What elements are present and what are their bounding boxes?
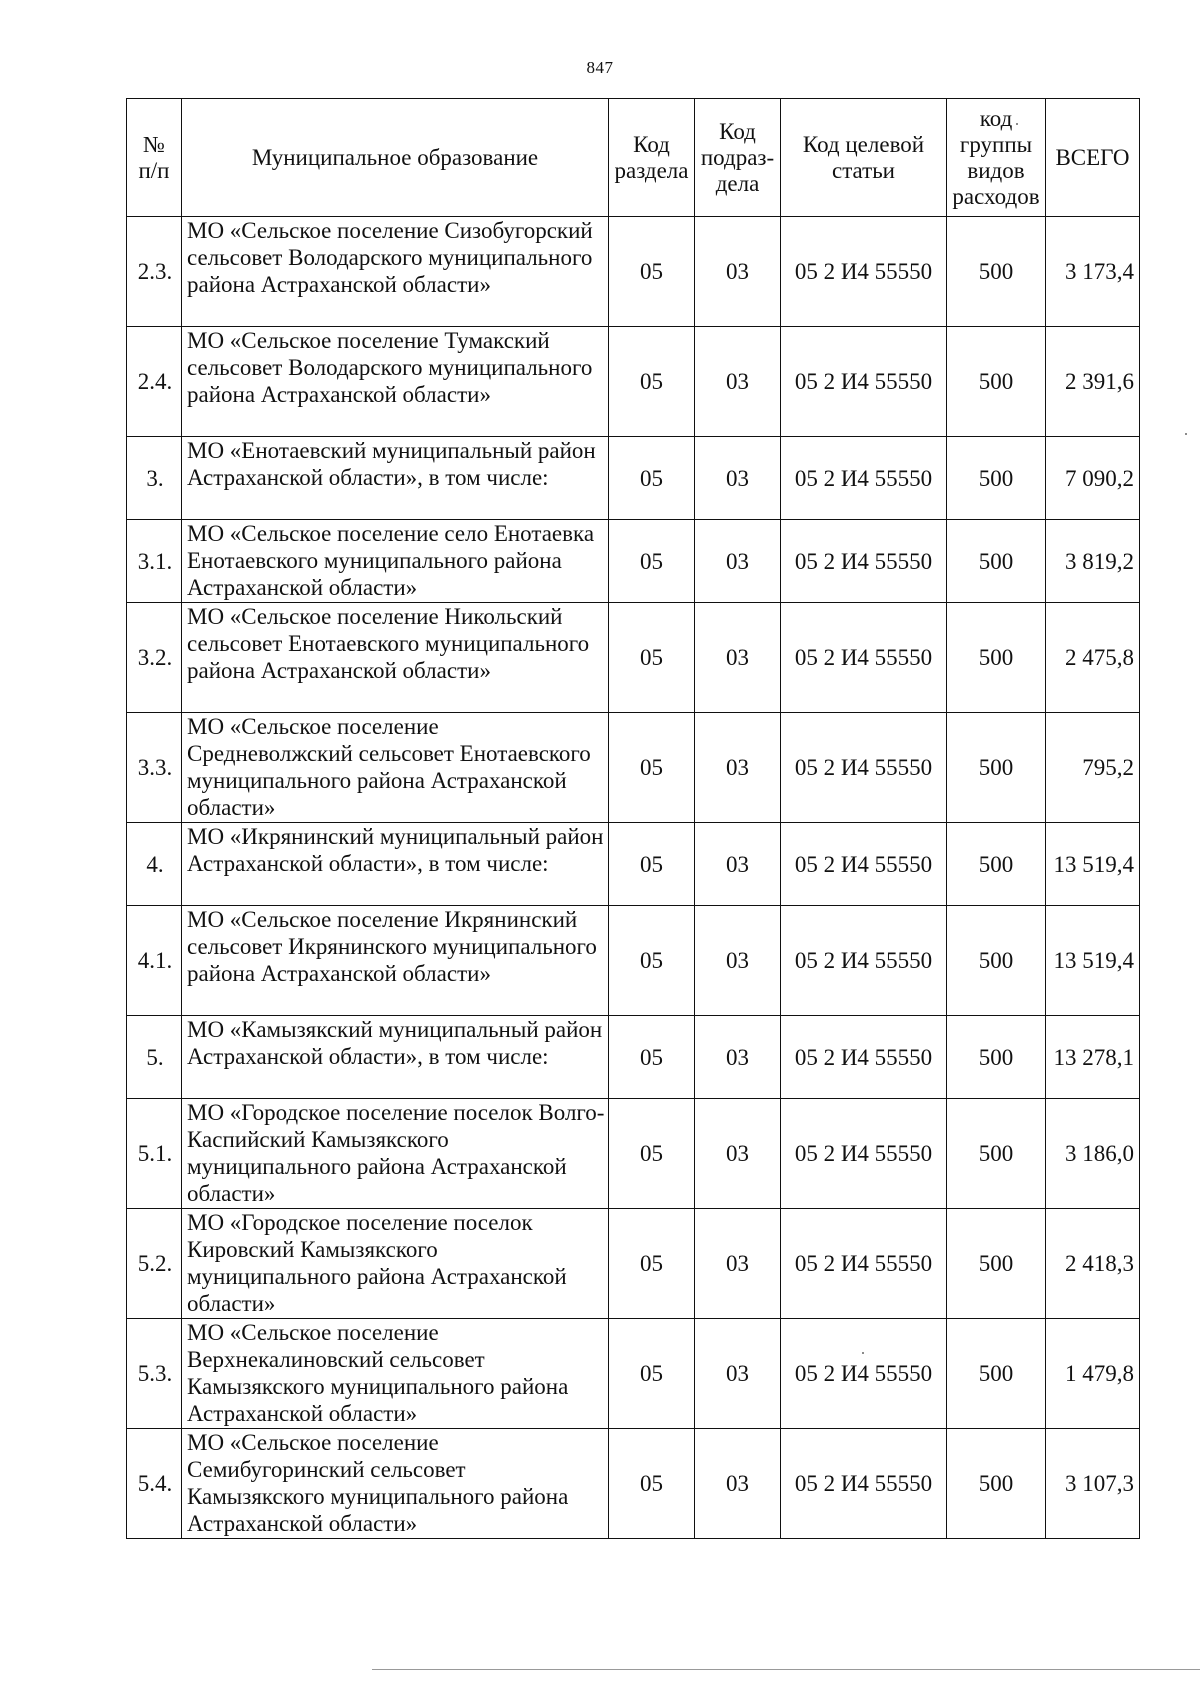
row-target-code: 05 2 И4 55550 [781,1209,947,1319]
row-total: 13 519,4 [1046,823,1140,906]
budget-table [126,98,1140,1539]
row-num: 3.3. [127,713,182,823]
row-name: МО «Городское поселение поселок Кировский Камызякского муниципального района Астраханской области» [182,1209,609,1319]
row-target-code: 05 2 И4 55550 [781,437,947,520]
row-name: МО «Сельское поселение Тумакский сельсовет Володарского муниципального района Астраханской области» [182,327,609,437]
row-section-code: 05 [609,1429,695,1539]
row-expense-group-code: 500 [947,1319,1046,1429]
row-name: МО «Сельское поселение Верхнекалиновский сельсовет Камызякского муниципального района Астраханской области» [182,1319,609,1429]
scan-speck [1016,123,1018,125]
row-section-code: 05 [609,603,695,713]
row-section-code: 05 [609,906,695,1016]
page-number: 847 [586,58,614,77]
row-total: 1 479,8 [1046,1319,1140,1429]
row-section-code: 05 [609,1209,695,1319]
row-section-code: 05 [609,520,695,603]
row-expense-group-code: 500 [947,327,1046,437]
scan-speck [862,1352,864,1354]
header-expense-group-code: код группы видов расходов [947,99,1046,217]
row-subsection-code: 03 [695,437,781,520]
row-subsection-code: 03 [695,1319,781,1429]
row-subsection-code: 03 [695,906,781,1016]
row-expense-group-code: 500 [947,1099,1046,1209]
row-total: 3 186,0 [1046,1099,1140,1209]
row-name: МО «Икрянинский муниципальный район Астраханской области», в том числе: [182,823,609,906]
row-name: МО «Сельское поселение Сизобугорский сельсовет Володарского муниципального района Астраханской области» [182,217,609,327]
row-expense-group-code: 500 [947,713,1046,823]
row-subsection-code: 03 [695,713,781,823]
row-expense-group-code: 500 [947,1429,1046,1539]
row-section-code: 05 [609,217,695,327]
table-row [127,1319,1140,1429]
row-section-code: 05 [609,713,695,823]
bottom-scan-line [372,1669,1200,1670]
row-target-code: 05 2 И4 55550 [781,823,947,906]
row-total: 7 090,2 [1046,437,1140,520]
row-subsection-code: 03 [695,1209,781,1319]
row-num: 2.3. [127,217,182,327]
row-num: 4. [127,823,182,906]
row-name: МО «Енотаевский муниципальный район Астраханской области», в том числе: [182,437,609,520]
row-name: МО «Сельское поселение Икрянинский сельсовет Икрянинского муниципального района Астраханской области» [182,906,609,1016]
row-total: 2 475,8 [1046,603,1140,713]
row-expense-group-code: 500 [947,603,1046,713]
row-name: МО «Камызякский муниципальный район Астраханской области», в том числе: [182,1016,609,1099]
row-total: 3 173,4 [1046,217,1140,327]
row-section-code: 05 [609,1016,695,1099]
row-section-code: 05 [609,1319,695,1429]
row-target-code: 05 2 И4 55550 [781,327,947,437]
header-section-code: Код раздела [609,99,695,217]
scan-speck [1185,433,1187,435]
row-num: 3.2. [127,603,182,713]
row-target-code: 05 2 И4 55550 [781,1099,947,1209]
row-subsection-code: 03 [695,1016,781,1099]
row-section-code: 05 [609,1099,695,1209]
row-subsection-code: 03 [695,327,781,437]
table-row [127,1016,1140,1099]
header-name: Муниципальное образование [182,99,609,217]
table-row [127,1429,1140,1539]
row-total: 13 278,1 [1046,1016,1140,1099]
table-row [127,1209,1140,1319]
header-subsection-code: Код подраз- дела [695,99,781,217]
table-body [127,217,1140,1539]
row-target-code: 05 2 И4 55550 [781,603,947,713]
row-expense-group-code: 500 [947,437,1046,520]
table-row [127,1099,1140,1209]
row-target-code: 05 2 И4 55550 [781,520,947,603]
row-target-code: 05 2 И4 55550 [781,906,947,1016]
row-total: 3 819,2 [1046,520,1140,603]
table-row [127,520,1140,603]
row-expense-group-code: 500 [947,217,1046,327]
row-num: 2.4. [127,327,182,437]
row-num: 5. [127,1016,182,1099]
row-total: 2 418,3 [1046,1209,1140,1319]
row-subsection-code: 03 [695,1099,781,1209]
row-target-code: 05 2 И4 55550 [781,1319,947,1429]
row-name: МО «Сельское поселение Средневолжский сельсовет Енотаевского муниципального района Астраханской области» [182,713,609,823]
row-target-code: 05 2 И4 55550 [781,1429,947,1539]
row-name: МО «Сельское поселение Никольский сельсовет Енотаевского муниципального района Астраханской области» [182,603,609,713]
row-target-code: 05 2 И4 55550 [781,713,947,823]
row-name: МО «Сельское поселение Семибугоринский сельсовет Камызякского муниципального района Астраханской области» [182,1429,609,1539]
table-header [127,99,1140,217]
table-row [127,823,1140,906]
row-num: 5.3. [127,1319,182,1429]
row-name: МО «Сельское поселение село Енотаевка Енотаевского муниципального района Астраханской области» [182,520,609,603]
header-num: № п/п [127,99,182,217]
row-target-code: 05 2 И4 55550 [781,1016,947,1099]
row-expense-group-code: 500 [947,1209,1046,1319]
table-row [127,713,1140,823]
row-total: 2 391,6 [1046,327,1140,437]
row-section-code: 05 [609,437,695,520]
row-num: 3.1. [127,520,182,603]
row-num: 5.1. [127,1099,182,1209]
table-row [127,906,1140,1016]
row-expense-group-code: 500 [947,823,1046,906]
row-expense-group-code: 500 [947,1016,1046,1099]
table-row [127,217,1140,327]
row-subsection-code: 03 [695,520,781,603]
row-expense-group-code: 500 [947,520,1046,603]
row-section-code: 05 [609,327,695,437]
row-num: 5.4. [127,1429,182,1539]
row-subsection-code: 03 [695,1429,781,1539]
header-target-code: Код целевой статьи [781,99,947,217]
row-total: 795,2 [1046,713,1140,823]
row-total: 3 107,3 [1046,1429,1140,1539]
row-target-code: 05 2 И4 55550 [781,217,947,327]
row-num: 4.1. [127,906,182,1016]
row-num: 3. [127,437,182,520]
row-subsection-code: 03 [695,217,781,327]
row-section-code: 05 [609,823,695,906]
table-row [127,603,1140,713]
row-name: МО «Городское поселение поселок Волго-Каспийский Камызякского муниципального района Астраханской области» [182,1099,609,1209]
row-subsection-code: 03 [695,823,781,906]
row-total: 13 519,4 [1046,906,1140,1016]
table-row [127,437,1140,520]
row-num: 5.2. [127,1209,182,1319]
row-subsection-code: 03 [695,603,781,713]
header-total: ВСЕГО [1046,99,1140,217]
row-expense-group-code: 500 [947,906,1046,1016]
table-row [127,327,1140,437]
